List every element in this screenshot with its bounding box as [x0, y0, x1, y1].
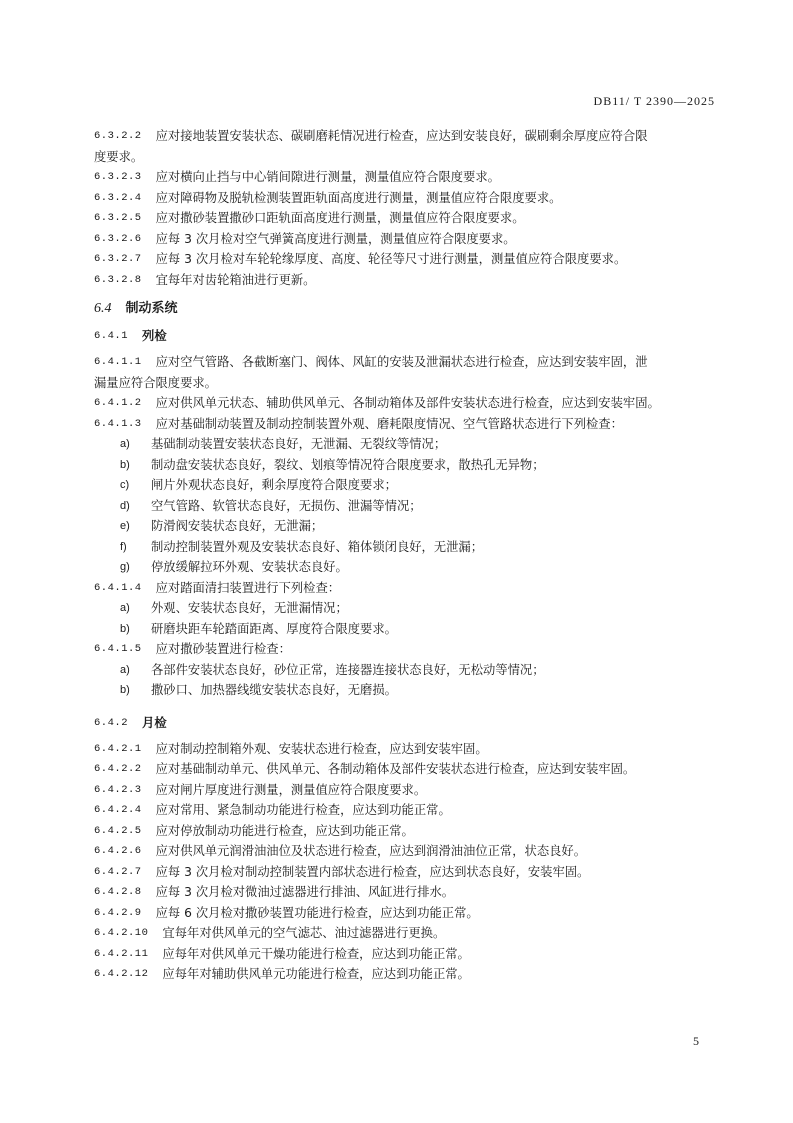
clause-text: 应每 3 次月检对空气弹簧高度进行测量，测量值应符合限度要求。	[155, 231, 516, 246]
document-code-header: DB11/ T 2390—2025	[593, 94, 715, 108]
clause-text: 应每 6 次月检对撒砂装置功能进行检查，应达到功能正常。	[155, 905, 479, 920]
clause-text: 应对横向止挡与中心销间隙进行测量，测量值应符合限度要求。	[155, 170, 500, 184]
section-title: 制动系统	[125, 301, 178, 316]
list-item	[94, 619, 718, 640]
list-item-text: 制动盘安装状态良好，裂纹、划痕等情况符合限度要求，散热孔无异物；	[151, 457, 545, 472]
clause-text: 应对撒砂装置撒砂口距轨面高度进行测量，测量值应符合限度要求。	[155, 211, 525, 225]
clause-text: 宜每年对供风单元的空气滤芯、油过滤器进行更换。	[162, 926, 446, 940]
clause-number: 6.4.1.3	[94, 417, 142, 430]
list-item	[94, 434, 718, 455]
list-item	[94, 537, 718, 558]
subsection-number: 6.4.2	[94, 716, 129, 729]
clause-number: 6.4.2.11	[94, 947, 149, 960]
clause-6-3-2-7	[94, 249, 718, 270]
clause-number: 6.4.2.6	[94, 845, 142, 857]
clause-number: 6.4.1.4	[94, 581, 142, 594]
clause-text: 宜每年对齿轮箱油进行更新。	[155, 272, 316, 287]
list-item	[94, 496, 718, 517]
clause-6-4-2-11	[94, 944, 718, 965]
list-marker: c)	[120, 479, 130, 491]
subsection-heading-6-4-1	[94, 326, 718, 346]
clause-6-4-2-9	[94, 903, 718, 924]
clause-text: 应对停放制动功能进行检查，应达到功能正常。	[155, 823, 414, 838]
list-item-text: 基础制动装置安装状态良好，无泄漏、无裂纹等情况；	[151, 437, 447, 451]
clause-text: 应对踏面清扫装置进行下列检查：	[155, 580, 341, 595]
clause-6-4-2-10	[94, 923, 718, 944]
clause-text: 应对空气管路、各截断塞门、阀体、风缸的安装及泄漏状态进行检查，应达到安装牢固，泄	[155, 355, 648, 369]
list-marker: a)	[120, 663, 130, 676]
clause-number: 6.3.2.2	[94, 130, 142, 142]
clause-number: 6.4.1.2	[94, 397, 142, 409]
clause-6-3-2-2: 6.3.2.2 应对接地装置安装状态、碳刷磨耗情况进行检查，应达到安装良好，碳刷剩余厚度应符合限 度要求。	[94, 126, 718, 167]
clause-text: 应对供风单元润滑油油位及状态进行检查，应达到润滑油油位正常，状态良好。	[155, 844, 587, 858]
clause-text: 应对制动控制箱外观、安装状态进行检查，应达到安装牢固。	[155, 741, 488, 756]
clause-number: 6.3.2.5	[94, 212, 142, 224]
clause-number: 6.4.2.8	[94, 886, 142, 898]
clause-number: 6.3.2.8	[94, 273, 142, 286]
clause-6-4-2-4	[94, 800, 718, 821]
clause-text: 应对基础制动装置及制动控制装置外观、磨耗限度情况、空气管路状态进行下列检查：	[155, 416, 623, 431]
subsection-number: 6.4.1	[94, 330, 129, 342]
clause-6-4-2-6	[94, 841, 718, 862]
clause-text: 应每 3 次月检对微油过滤器进行排油、风缸进行排水。	[155, 885, 455, 899]
list-marker: a)	[120, 438, 130, 450]
list-item	[94, 660, 718, 681]
list-item-text: 外观、安装状态良好，无泄漏情况；	[151, 601, 348, 615]
clause-number: 6.3.2.4	[94, 191, 142, 204]
clause-text: 应对撒砂装置进行检查：	[155, 642, 291, 656]
subsection-title: 列检	[142, 329, 167, 343]
clause-number: 6.4.2.3	[94, 783, 142, 796]
clause-number: 6.4.2.12	[94, 968, 149, 980]
list-item	[94, 557, 718, 578]
clause-text: 应对闸片厚度进行测量，测量值应符合限度要求。	[155, 782, 427, 797]
list-item	[94, 455, 718, 476]
list-item	[94, 598, 718, 619]
clause-6-3-2-6	[94, 229, 718, 250]
subsection-title: 月检	[142, 715, 167, 730]
section-number: 6.4	[94, 301, 112, 316]
clause-number: 6.3.2.6	[94, 232, 142, 245]
list-item-text: 闸片外观状态良好，剩余厚度符合限度要求；	[151, 478, 397, 492]
clause-6-4-2-3	[94, 780, 718, 801]
clause-6-4-2-7	[94, 862, 718, 883]
clause-6-4-2-1	[94, 739, 718, 760]
clause-text: 应每 3 次月检对制动控制装置内部状态进行检查，应达到状态良好，安装牢固。	[155, 864, 590, 879]
clause-number: 6.4.2.9	[94, 906, 142, 919]
clause-number: 6.4.2.5	[94, 824, 142, 837]
clause-number: 6.4.1.5	[94, 643, 142, 655]
clause-number: 6.4.1.1	[94, 356, 142, 368]
list-marker: a)	[120, 602, 130, 614]
clause-number: 6.4.2.10	[94, 927, 149, 939]
list-item-text: 停放缓解拉环外观、安装状态良好。	[151, 560, 348, 574]
clause-6-3-2-5	[94, 208, 718, 229]
clause-6-4-2-5	[94, 821, 718, 842]
list-marker: b)	[120, 458, 130, 471]
list-marker: g)	[120, 561, 130, 573]
clause-6-3-2-4	[94, 188, 718, 209]
page-number: 5	[693, 1034, 699, 1048]
clause-text: 应每年对辅助供风单元功能进行检查，应达到功能正常。	[162, 967, 470, 981]
clause-6-4-2-12	[94, 964, 718, 985]
list-item	[94, 680, 718, 701]
clause-6-3-2-8	[94, 270, 718, 291]
clause-text: 应对接地装置安装状态、碳刷磨耗情况进行检查，应达到安装良好，碳刷剩余厚度应符合限	[155, 129, 648, 143]
clause-text: 应每 3 次月检对车轮轮缘厚度、高度、轮径等尺寸进行测量，测量值应符合限度要求。	[155, 252, 627, 266]
clause-number: 6.4.2.1	[94, 742, 142, 755]
list-marker: e)	[120, 520, 130, 532]
list-marker: d)	[120, 499, 130, 512]
list-item-text: 空气管路、软管状态良好，无损伤、泄漏等情况；	[151, 498, 422, 513]
clause-number: 6.4.2.7	[94, 865, 142, 878]
clause-6-4-1-1: 6.4.1.1 应对空气管路、各截断塞门、阀体、风缸的安装及泄漏状态进行检查，应达到安装牢固，泄 漏量应符合限度要求。	[94, 352, 718, 393]
clause-text: 应每年对供风单元干燥功能进行检查，应达到功能正常。	[162, 946, 470, 961]
clause-text: 应对基础制动单元、供风单元、各制动箱体及部件安装状态进行检查，应达到安装牢固。	[155, 762, 636, 776]
list-marker: b)	[120, 684, 130, 696]
clause-number: 6.3.2.3	[94, 171, 142, 183]
clause-6-4-2-2	[94, 759, 718, 780]
subsection-heading-6-4-2	[94, 713, 718, 733]
clause-6-4-1-4	[94, 578, 718, 599]
section-heading-6-4	[94, 299, 718, 319]
list-item	[94, 475, 718, 496]
clause-text: 应对常用、紧急制动功能进行检查，应达到功能正常。	[155, 803, 451, 817]
list-item-text: 防滑阀安装状态良好，无泄漏；	[151, 519, 324, 533]
clause-number: 6.4.2.2	[94, 763, 142, 775]
list-item-text: 制动控制装置外观及安装状态良好、箱体锁闭良好，无泄漏；	[151, 539, 484, 554]
clause-6-4-1-3	[94, 414, 718, 435]
clause-number: 6.3.2.7	[94, 253, 142, 265]
list-marker: b)	[120, 622, 130, 635]
list-item-text: 撒砂口、加热器线缆安装状态良好，无磨损。	[151, 683, 397, 697]
list-marker: f)	[120, 540, 127, 553]
clause-6-4-2-8	[94, 882, 718, 903]
clause-number: 6.4.2.4	[94, 804, 142, 816]
clause-text: 应对障碍物及脱轨检测装置距轨面高度进行测量，测量值应符合限度要求。	[155, 190, 562, 205]
clause-text: 应对供风单元状态、辅助供风单元、各制动箱体及部件安装状态进行检查，应达到安装牢固。	[155, 396, 660, 410]
clause-6-4-1-2	[94, 393, 718, 414]
list-item	[94, 516, 718, 537]
document-body	[94, 126, 718, 985]
clause-6-4-1-5	[94, 639, 718, 660]
list-item-text: 研磨块距车轮踏面距离、厚度符合限度要求。	[151, 621, 397, 636]
clause-6-3-2-3	[94, 167, 718, 188]
list-item-text: 各部件安装状态良好，砂位正常，连接器连接状态良好，无松动等情况；	[151, 662, 545, 677]
